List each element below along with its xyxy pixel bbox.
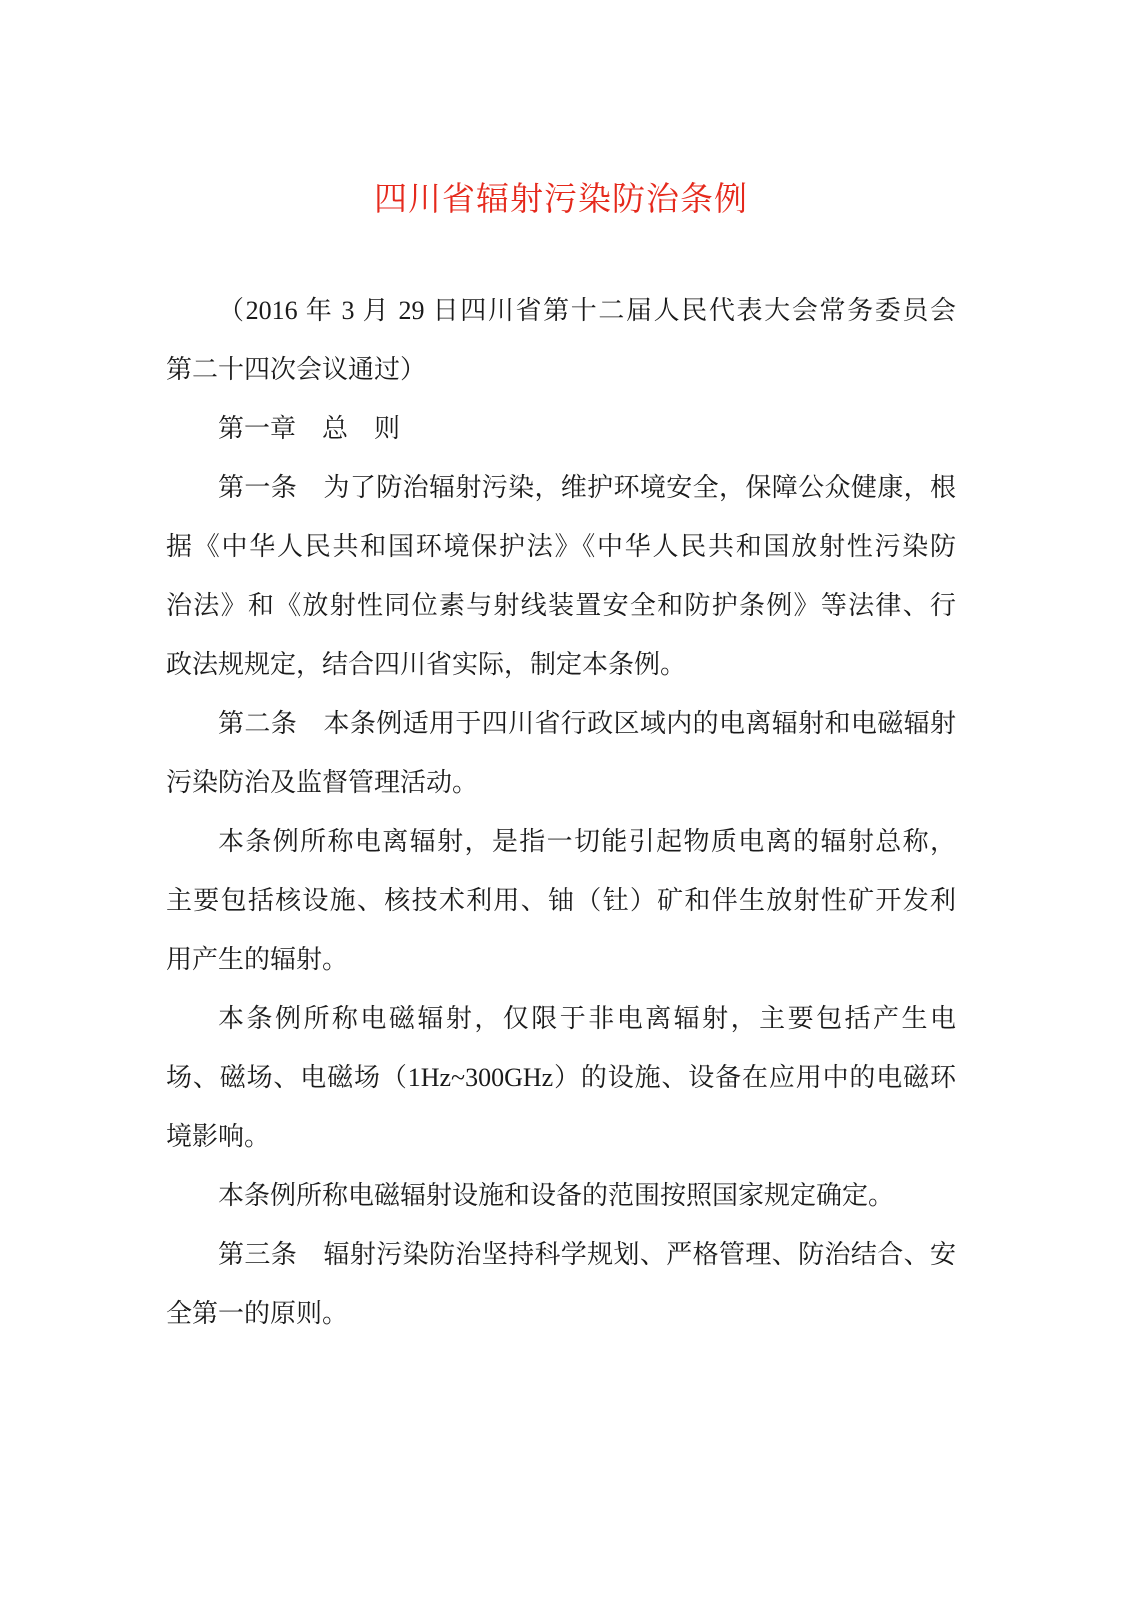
text-line: 场、磁场、电磁场（1Hz~300GHz）的设施、设备在应用中的电磁环 — [166, 1063, 956, 1092]
text-line: 第二十四次会议通过） — [166, 355, 427, 384]
document-body — [166, 281, 956, 1343]
text-line: 本条例所称电磁辐射设施和设备的范围按照国家规定确定。 — [218, 1181, 895, 1210]
text-line: 本条例所称电离辐射，是指一切能引起物质电离的辐射总称， — [218, 827, 956, 856]
text-line: 污染防治及监督管理活动。 — [166, 768, 479, 797]
document-title: 四川省辐射污染防治条例 — [374, 182, 748, 218]
text-line: 本条例所称电磁辐射，仅限于非电离辐射，主要包括产生电 — [218, 1004, 956, 1033]
text-line: 政法规规定，结合四川省实际，制定本条例。 — [166, 650, 687, 679]
text-line: 第一条 为了防治辐射污染，维护环境安全，保障公众健康，根 — [218, 473, 956, 502]
text-line: 据《中华人民共和国环境保护法》《中华人民共和国放射性污染防 — [166, 532, 956, 561]
text-line: （2016 年 3 月 29 日四川省第十二届人民代表大会常务委员会 — [218, 296, 956, 325]
text-line: 第二条 本条例适用于四川省行政区域内的电离辐射和电磁辐射 — [218, 709, 956, 738]
text-line: 第一章 总 则 — [218, 414, 401, 443]
text-line: 境影响。 — [166, 1122, 271, 1151]
text-line: 治法》和《放射性同位素与射线装置安全和防护条例》等法律、行 — [166, 591, 956, 620]
text-line: 用产生的辐射。 — [166, 945, 349, 974]
text-line: 主要包括核设施、核技术利用、铀（钍）矿和伴生放射性矿开发利 — [166, 886, 956, 915]
text-line: 第三条 辐射污染防治坚持科学规划、严格管理、防治结合、安 — [218, 1240, 956, 1269]
text-line: 全第一的原则。 — [166, 1299, 349, 1328]
